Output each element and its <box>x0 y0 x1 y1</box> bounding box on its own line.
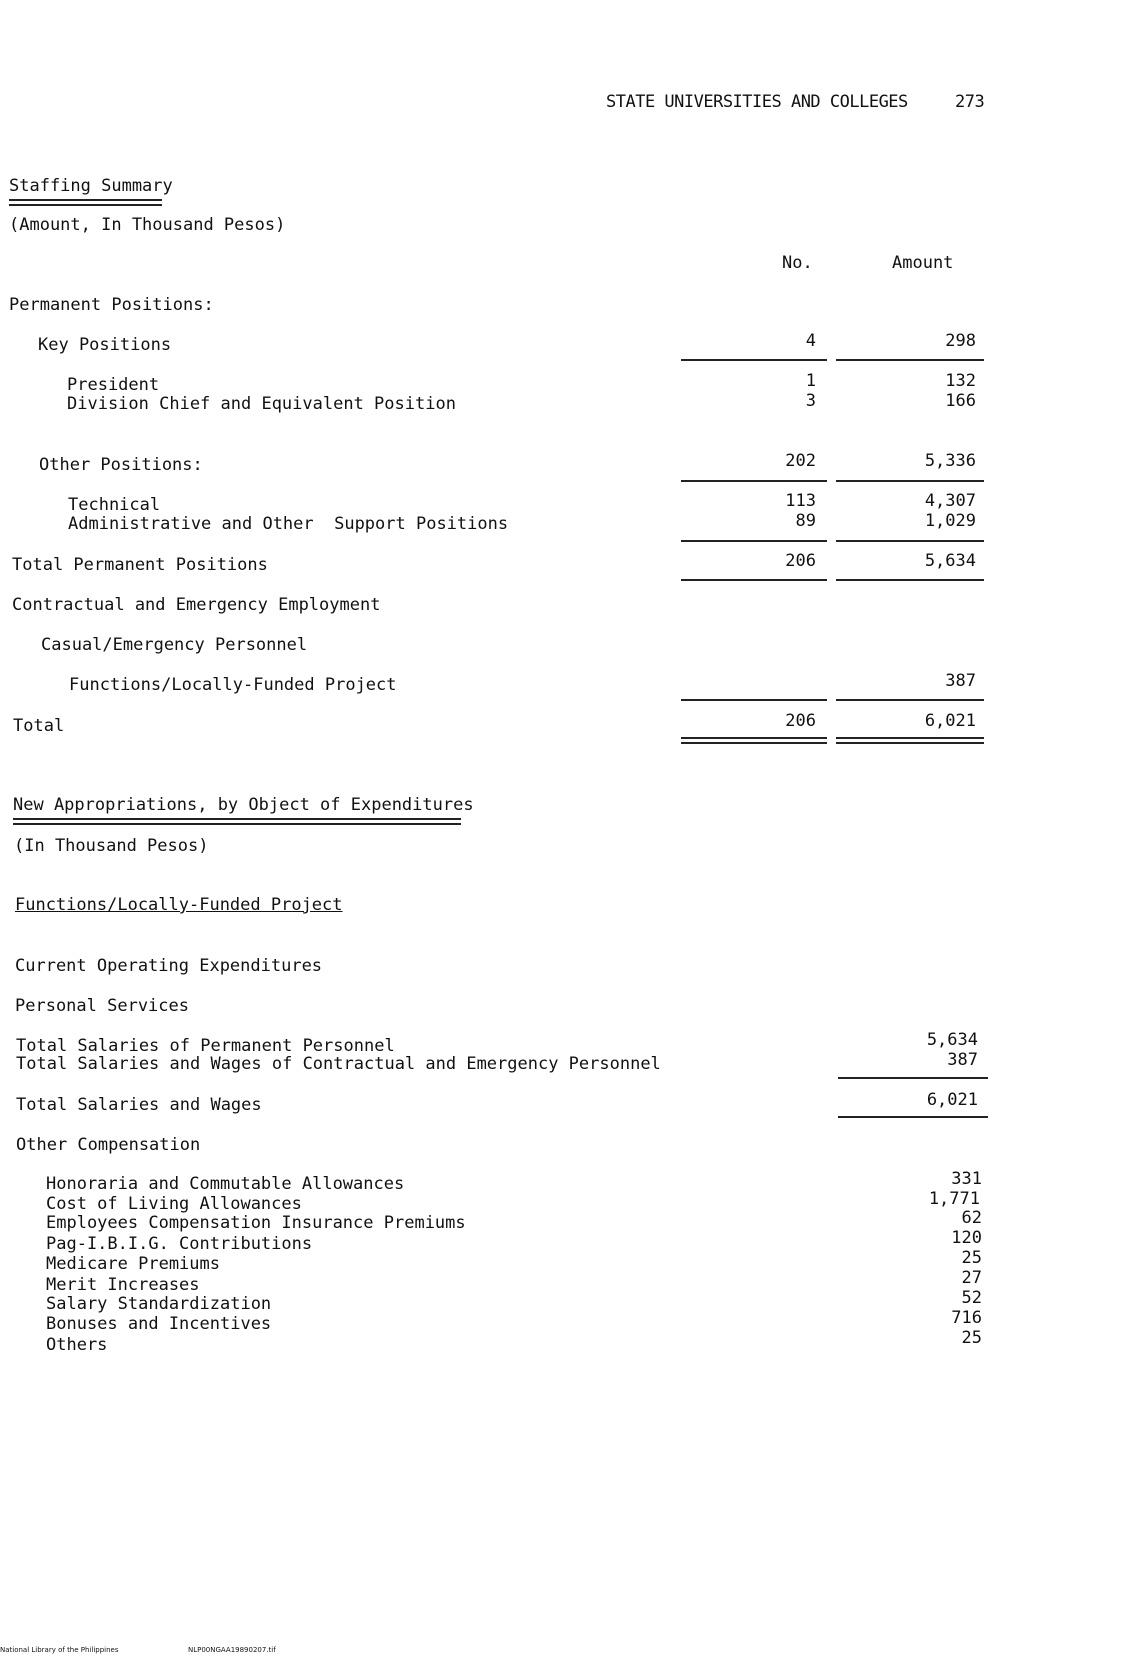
other-compensation-label: Other Compensation <box>16 1135 201 1155</box>
president-no: 1 <box>805 371 816 391</box>
comp-item-label: Cost of Living Allowances <box>46 1194 302 1214</box>
key-positions-label: Key Positions <box>38 335 172 355</box>
casual-label: Casual/Emergency Personnel <box>41 635 308 655</box>
key-positions-no: 4 <box>805 331 816 351</box>
comp-item-amount: 331 <box>951 1169 982 1189</box>
rule <box>836 699 984 701</box>
rule <box>836 540 984 542</box>
comp-item-label: Honoraria and Commutable Allowances <box>46 1174 405 1194</box>
comp-item-amount: 716 <box>951 1308 982 1328</box>
comp-item-amount: 1,771 <box>928 1189 980 1209</box>
rule <box>838 1077 988 1079</box>
comp-item-amount: 62 <box>961 1208 982 1228</box>
technical-no: 113 <box>785 491 816 511</box>
administrative-no: 89 <box>795 511 816 531</box>
total-permanent-amount: 5,634 <box>924 551 976 571</box>
footer-library: National Library of the Philippines <box>0 1646 119 1654</box>
total-permanent-no: 206 <box>785 551 816 571</box>
rule <box>681 480 827 482</box>
comp-item-label: Medicare Premiums <box>46 1254 220 1274</box>
salaries-permanent-amount: 5,634 <box>926 1030 978 1050</box>
permanent-positions-label: Permanent Positions: <box>9 295 214 315</box>
comp-item-amount: 27 <box>961 1268 982 1288</box>
staffing-title-underline <box>9 199 162 206</box>
page-number: 273 <box>955 92 985 112</box>
project-heading: Functions/Locally-Funded Project <box>15 895 343 915</box>
functions-amount: 387 <box>945 671 976 691</box>
double-rule <box>836 737 984 744</box>
staffing-title: Staffing Summary <box>9 176 173 196</box>
comp-item-label: Merit Increases <box>46 1275 200 1295</box>
division-chief-label: Division Chief and Equivalent Position <box>67 394 456 414</box>
current-operating-label: Current Operating Expenditures <box>15 956 323 976</box>
salaries-total-label: Total Salaries and Wages <box>16 1095 262 1115</box>
rule <box>681 579 827 581</box>
comp-item-amount: 25 <box>961 1328 982 1348</box>
total-amount: 6,021 <box>924 711 976 731</box>
rule <box>681 699 827 701</box>
rule <box>836 359 984 361</box>
double-rule <box>681 737 827 744</box>
col-header-amount: Amount <box>892 253 954 273</box>
comp-item-label: Employees Compensation Insurance Premiums <box>46 1213 466 1233</box>
total-label: Total <box>13 716 65 736</box>
rule <box>681 540 827 542</box>
rule <box>838 1116 988 1118</box>
personal-services-label: Personal Services <box>15 996 189 1016</box>
rule <box>836 579 984 581</box>
running-header-title: STATE UNIVERSITIES AND COLLEGES <box>606 92 908 112</box>
total-permanent-label: Total Permanent Positions <box>12 555 268 575</box>
president-amount: 132 <box>945 371 976 391</box>
comp-item-amount: 120 <box>951 1228 982 1248</box>
comp-item-amount: 52 <box>961 1288 982 1308</box>
administrative-label: Administrative and Other Support Positions <box>68 514 509 534</box>
other-positions-no: 202 <box>785 451 816 471</box>
salaries-permanent-label: Total Salaries of Permanent Personnel <box>16 1036 395 1056</box>
other-positions-amount: 5,336 <box>924 451 976 471</box>
col-header-no: No. <box>782 253 813 273</box>
contractual-label: Contractual and Emergency Employment <box>12 595 381 615</box>
key-positions-amount: 298 <box>945 331 976 351</box>
comp-item-label: Others <box>46 1335 108 1355</box>
other-positions-label: Other Positions: <box>39 455 203 475</box>
salaries-contractual-label: Total Salaries and Wages of Contractual and Emergency Personnel <box>16 1054 661 1074</box>
appropriations-title: New Appropriations, by Object of Expenditures <box>13 795 474 815</box>
comp-item-label: Pag-I.B.I.G. Contributions <box>46 1234 313 1254</box>
comp-item-amount: 25 <box>961 1248 982 1268</box>
total-no: 206 <box>785 711 816 731</box>
staffing-unit: (Amount, In Thousand Pesos) <box>9 215 286 235</box>
division-chief-no: 3 <box>805 391 816 411</box>
comp-item-label: Salary Standardization <box>46 1294 272 1314</box>
salaries-contractual-amount: 387 <box>947 1050 978 1070</box>
footer-file: NLP00NGAA19890207.tif <box>188 1646 276 1654</box>
administrative-amount: 1,029 <box>924 511 976 531</box>
salaries-total-amount: 6,021 <box>926 1090 978 1110</box>
division-chief-amount: 166 <box>945 391 976 411</box>
rule <box>836 480 984 482</box>
functions-label: Functions/Locally-Funded Project <box>69 675 397 695</box>
rule <box>681 359 827 361</box>
technical-label: Technical <box>68 495 161 515</box>
comp-item-label: Bonuses and Incentives <box>46 1314 272 1334</box>
appropriations-title-underline <box>13 818 461 825</box>
president-label: President <box>67 375 160 395</box>
technical-amount: 4,307 <box>924 491 976 511</box>
appropriations-unit: (In Thousand Pesos) <box>14 836 209 856</box>
